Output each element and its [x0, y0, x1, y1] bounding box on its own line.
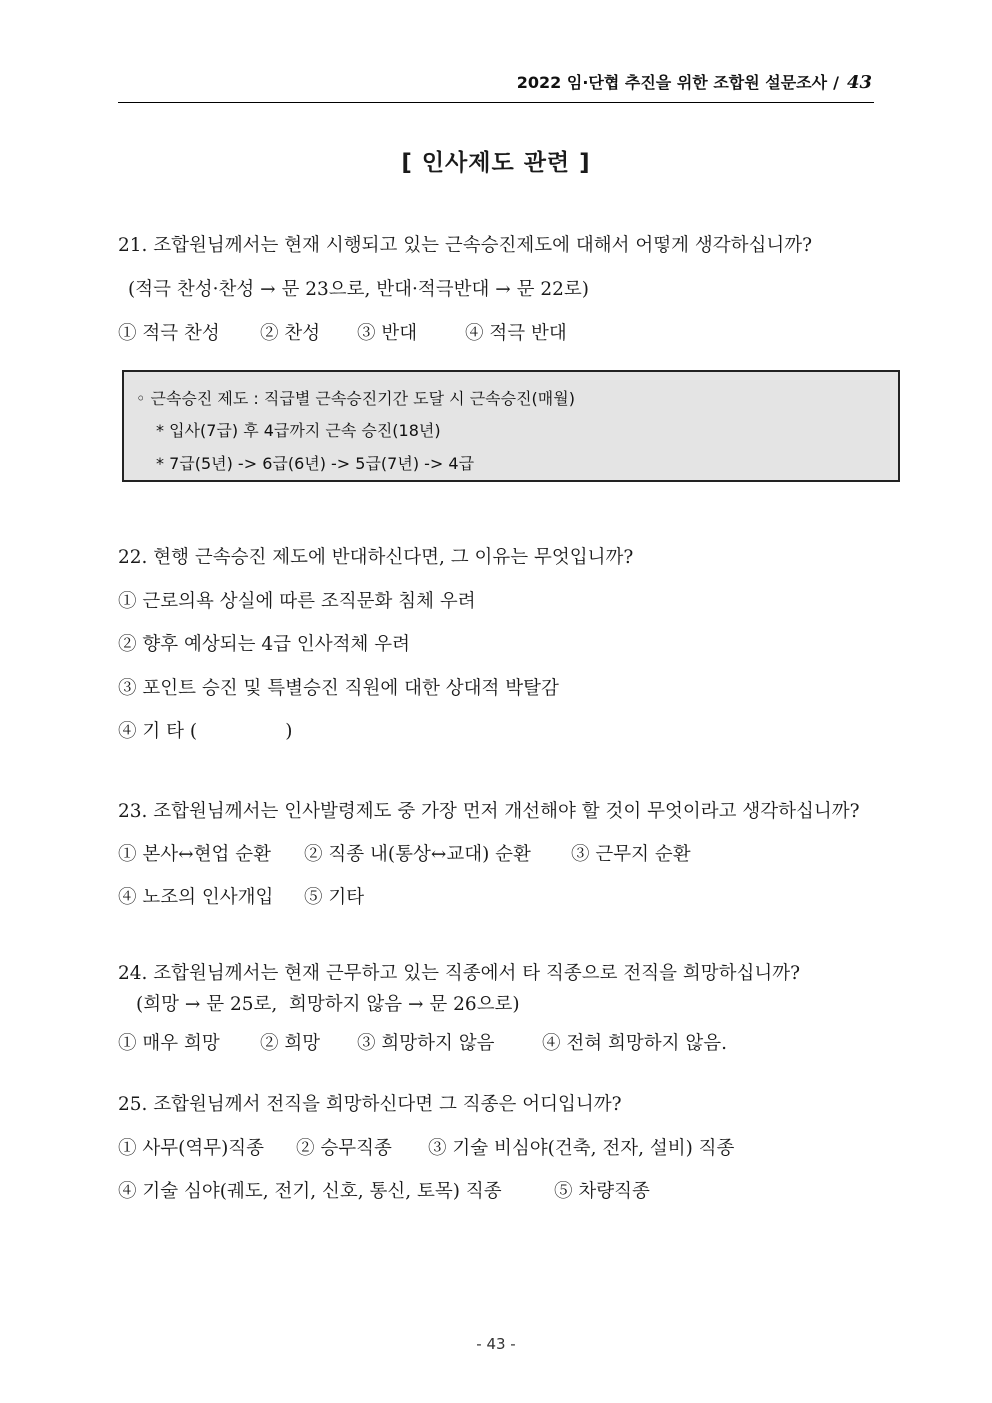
survey-title: 2022 임·단협 추진을 위한 조합원 설문조사 [516, 73, 828, 92]
q23-option-4[interactable]: ④ 노조의 인사개입 [118, 887, 274, 908]
q25-options-row-2 [118, 1180, 650, 1204]
header-page-number: 43 [846, 72, 872, 93]
note-line-2: * 입사(7급) 후 4급까지 근속 승진(18년) [156, 421, 441, 440]
q24-question: 24. 조합원님께서는 현재 근무하고 있는 직종에서 타 직종으로 전직을 희망하십니까? [118, 963, 801, 984]
q24-option-1[interactable]: ① 매우 희망 [118, 1033, 220, 1054]
q25-option-1[interactable]: ① 사무(역무)직종 [118, 1138, 265, 1159]
q21-question: 21. 조합원님께서는 현재 시행되고 있는 근속승진제도에 대해서 어떻게 생각하십니까? [118, 235, 813, 256]
q25-option-2[interactable]: ② 승무직종 [296, 1138, 392, 1159]
note-line-3: * 7급(5년) -> 6급(6년) -> 5급(7년) -> 4급 [156, 454, 475, 473]
q23-option-3[interactable]: ③ 근무지 순환 [571, 844, 691, 865]
q25-option-3[interactable]: ③ 기술 비심야(건축, 전자, 설비) 직종 [428, 1138, 735, 1159]
q22-option-1[interactable]: ① 근로의욕 상실에 따른 조직문화 침체 우려 [118, 591, 476, 612]
q21-option-1[interactable]: ① 적극 찬성 [118, 323, 220, 344]
q22-option-4[interactable]: ④ 기 타 ( ) [118, 721, 293, 742]
q23-options-row-1 [118, 843, 691, 867]
q25-option-4[interactable]: ④ 기술 심야(궤도, 전기, 신호, 통신, 토목) 직종 [118, 1181, 502, 1202]
footer-page-number: - 43 - [476, 1335, 516, 1353]
q21-option-2[interactable]: ② 찬성 [260, 323, 321, 344]
q22-option-2[interactable]: ② 향후 예상되는 4급 인사적체 우려 [118, 634, 410, 655]
header-separator: / [833, 73, 839, 92]
q24-option-2[interactable]: ② 희망 [260, 1033, 321, 1054]
q23-options-row-2 [118, 886, 364, 910]
q21-option-4[interactable]: ④ 적극 반대 [465, 323, 567, 344]
q21-option-3[interactable]: ③ 반대 [357, 323, 418, 344]
note-box [122, 370, 900, 482]
note-line-1: ◦ 근속승진 제도 : 직급별 근속승진기간 도달 시 근속승진(매월) [136, 389, 575, 408]
q24-options [118, 1032, 727, 1056]
q24-routing: (희망 → 문 25로, 희망하지 않음 → 문 26으로) [136, 994, 520, 1015]
page-header [118, 66, 874, 103]
q25-options-row-1 [118, 1137, 734, 1161]
q24-option-3[interactable]: ③ 희망하지 않음 [357, 1033, 495, 1054]
section-title: [ 인사제도 관련 ] [401, 150, 591, 176]
q25-question: 25. 조합원님께서 전직을 희망하신다면 그 직종은 어디입니까? [118, 1094, 622, 1115]
q23-option-1[interactable]: ① 본사↔현업 순환 [118, 844, 271, 865]
q25-option-5[interactable]: ⑤ 차량직종 [554, 1181, 650, 1202]
q23-question: 23. 조합원님께서는 인사발령제도 중 가장 먼저 개선해야 할 것이 무엇이라고 생각하십니까? [118, 801, 860, 822]
q23-option-2[interactable]: ② 직종 내(통상↔교대) 순환 [304, 844, 531, 865]
q22-question: 22. 현행 근속승진 제도에 반대하신다면, 그 이유는 무엇입니까? [118, 547, 634, 568]
header-text [517, 70, 872, 93]
q23-option-5[interactable]: ⑤ 기타 [304, 887, 365, 908]
q21-routing: (적극 찬성·찬성 → 문 23으로, 반대·적극반대 → 문 22로) [128, 279, 590, 300]
q21-options [118, 322, 567, 346]
q24-option-4[interactable]: ④ 전혀 희망하지 않음. [542, 1033, 727, 1054]
q22-option-3[interactable]: ③ 포인트 승진 및 특별승진 직원에 대한 상대적 박탈감 [118, 678, 559, 699]
